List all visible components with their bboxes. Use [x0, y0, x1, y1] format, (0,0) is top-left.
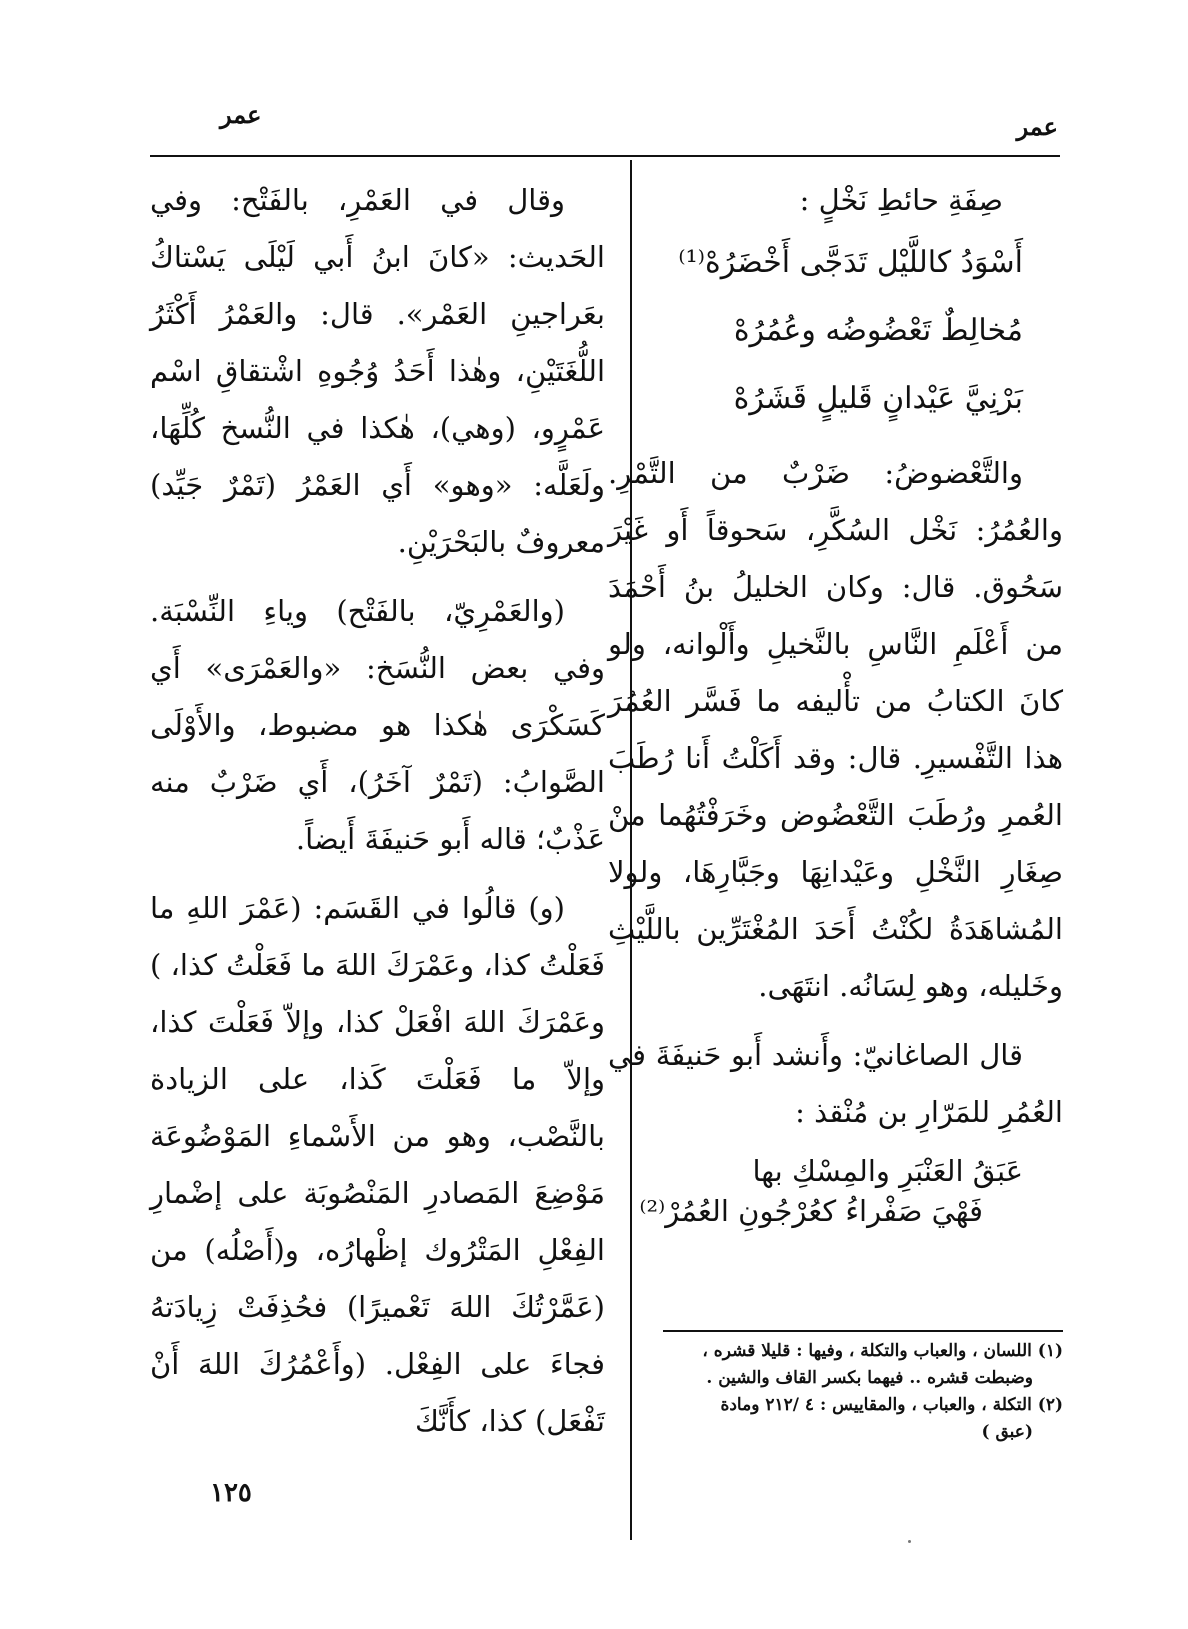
poem-verse: مُخالِطٌ تَعْضُوضُه وعُمُرُهْ [733, 313, 1023, 348]
footnote-rule [663, 1330, 1063, 1332]
poem-verse: بَرْنِيَّ عَيْدانٍ قَليلٍ قَشَرُهْ [733, 381, 1023, 416]
couplet-line: فَهْيَ صَفْراءُ كعُرْجُونِ العُمُرْ⁽²⁾ [639, 1194, 983, 1228]
left-column [150, 172, 605, 1450]
footnote-line: (١) اللسان ، والعباب والتكلة ، وفيها : قليلا قشره ، [702, 1341, 1063, 1361]
header-rule [150, 155, 1060, 157]
body-paragraph: قال الصاغانيّ: وأَنشد أَبو حَنيفَةَ في العُمُرِ للمَرّارِ بن مُنْقذ : [608, 1038, 1063, 1129]
body-paragraph: (و) قالُوا في القَسَم: (عَمْرَ اللهِ ما فَعَلْتُ كذا، وعَمْرَكَ اللهَ ما فَعَلْتُ كذا، ) وعَمْرَكَ اللهَ افْعَلْ كذا، وإلاّ فَعَلْتَ كذا، وإلاّ ما فَعَلْتَ كَذا، على الزيادة بالنَّصْب، وهو من الأَسْماءِ المَوْضُوعَة مَوْضِعَ المَصادرِ المَنْصُوبَة على إضْمارِ الفِعْلِ المَتْرُوك إظْهارُه، و(أَصْلُه) من (عَمَّرْتُكَ اللهَ تَعْميرًا) فحُذِفَتْ زِيادَتهُ فجاءَ على الفِعْل. (وأَعْمُرُكَ اللهَ أَنْ تَفْعَل) كذا، كأَنَّكَ [150, 891, 605, 1438]
footnote-line: (٢) التكلة ، والعباب ، والمقاييس : ٤ /٢١٢ ومادة [720, 1395, 1063, 1415]
right-headword: عمر [1016, 112, 1058, 141]
right-column [608, 172, 1063, 1231]
couplet [608, 1151, 1063, 1231]
body-paragraph: (والعَمْرِيّ، بالفَتْح) وياءِ النِّسْبَة. وفي بعض النُّسَخ: «والعَمْرَى» أَي كَسَكْرَى هٰكذا هو مضبوط، والأَوْلَى الصَّوابُ: (تَمْرٌ آخَرُ)، أَي ضَرْبٌ منه عَذْبٌ؛ قاله أَبو حَنيفَةَ أَيضاً. [150, 594, 605, 856]
body-paragraph: وقال في العَمْرِ، بالفَتْح: وفي الحَديث: «كانَ ابنُ أَبي لَيْلَى يَسْتاكُ بعَراجينِ العَمْر». قال: والعَمْرُ أَكْثَرُ اللُّغَتَيْنِ، وهٰذا أَحَدُ وُجُوهِ اشْتقاقِ اسْم عَمْرٍو، (وهي)، هٰكذا في النُّسخ كُلِّهَا، ولَعَلَّه: «وهو» أَي العَمْرُ (تَمْرٌ جَيِّد) معروفٌ بالبَحْرَيْنِ. [150, 183, 605, 559]
speck [908, 1540, 911, 1543]
footnotes [603, 1338, 1063, 1446]
section-heading: صِفَةِ حائطِ نَخْلٍ : [799, 183, 1003, 217]
footnote-line: (عبق ) [981, 1422, 1033, 1442]
footnote-line: وضبطت قشره .. فيهما بكسر القاف والشين . [706, 1368, 1033, 1388]
page-number: ١٢٥ [210, 1478, 252, 1508]
couplet-line: عَبَقُ العَنْبَرِ والمِسْكِ بها [752, 1154, 1023, 1188]
poem-verse: أَسْوَدُ كاللَّيْل تَدَجَّى أَخْضَرُهْ⁽¹⁾ [678, 245, 1023, 280]
body-paragraph: والتَّعْضوضُ: ضَرْبٌ من التَّمْرِ. والعُمُرُ: نَخْل السُكَّرِ، سَحوقاً أَو غَيْرَ سَحُوق. قال: وكان الخليلُ بنُ أَحْمَدَ من أَعْلَمِ النَّاسِ بالنَّخيلِ وأَلْوانه، ولو كانَ الكتابُ من تأْليفه ما فَسَّر العُمُرَ هذا التَّفْسيرِ. قال: وقد أَكَلْتُ أَنا رُطَبَ العُمرِ ورُطَبَ التَّعْضُوض وخَرَفْتُهُما منْ صِغَارِ النَّخْلِ وعَيْدانِهَا وجَبَّارِهَا، ولولا المُشاهَدَةُ لكُنْتُ أَحَدَ المُغْتَرِّين باللَّيْثِ وخَليله، وهو لِسَانُه. انتَهَى. [608, 456, 1063, 1003]
left-headword: عمر [220, 100, 262, 129]
